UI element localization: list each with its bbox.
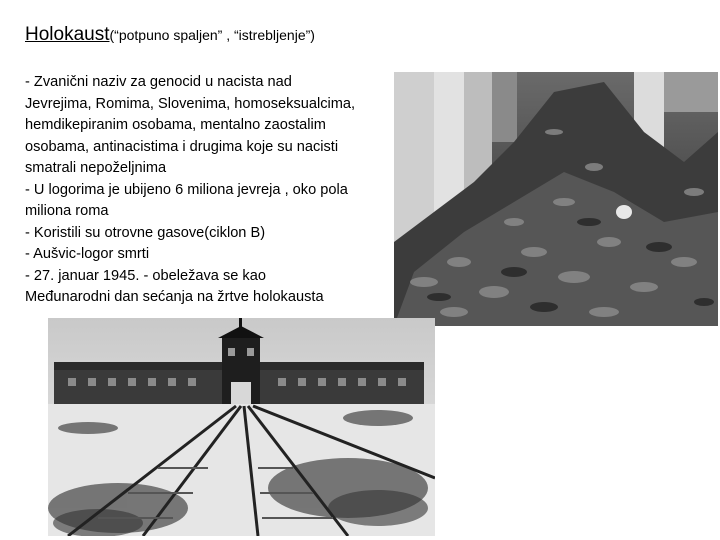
body-line: - U logorima je ubijeno 6 miliona jevreja , oko pola [25,181,348,198]
body-line: hemdikepiranim osobama, mentalno zaostalim [25,117,326,133]
shoes-pile-image [394,72,718,326]
body-line: - 27. januar 1945. - obeležava se kao [25,267,266,284]
body-line: - Zvanični naziv za genocid u nacista nad [25,74,292,90]
body-line: osobama, antinacistima i drugima koje su nacisti [25,138,339,155]
auschwitz-gate-photo [48,318,435,536]
body-line: smatrali nepoželjnima [25,160,167,176]
auschwitz-gate-image [48,318,435,536]
body-line: miliona roma [25,203,109,219]
slide-title-block [25,24,315,46]
slide-body-text [25,72,400,309]
body-line: - Aušvic-logor smrti [25,246,150,262]
slide-subtitle: (“potpuno spaljen” , “istrebljenje”) [109,27,315,43]
body-line: Međunarodni dan sećanja na žrtve holokausta [25,289,324,305]
shoes-pile-photo [394,72,718,326]
slide-title: Holokaust [25,24,110,45]
body-line: - Koristili su otrovne gasove(ciklon B) [25,224,266,241]
body-line: Jevrejima, Romima, Slovenima, homoseksualcima, [25,95,356,112]
